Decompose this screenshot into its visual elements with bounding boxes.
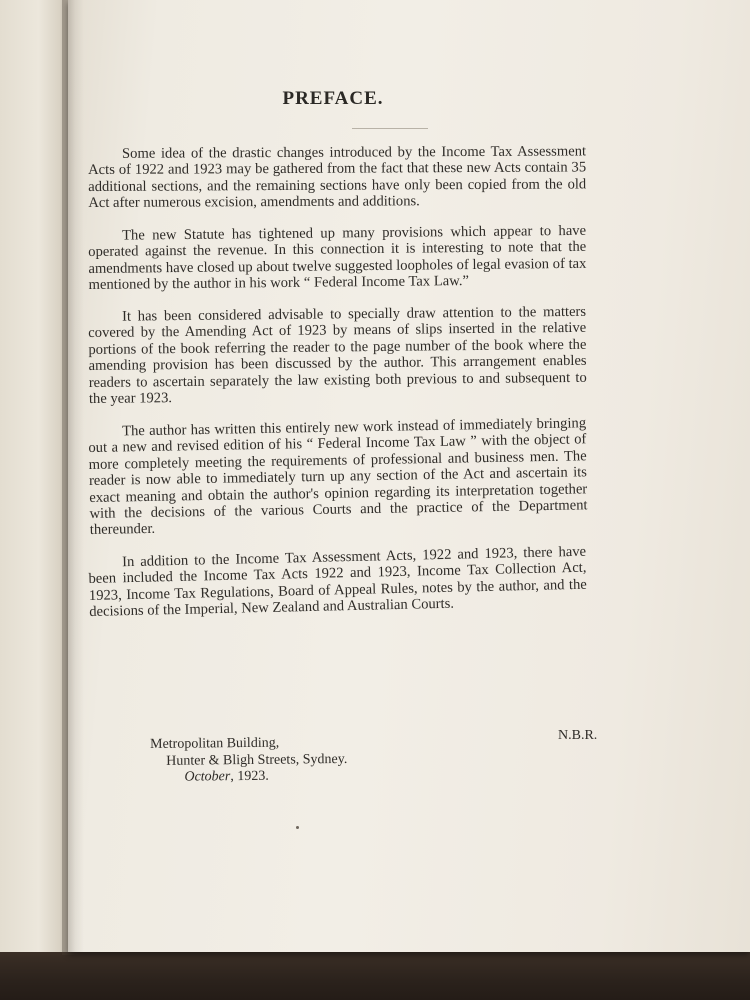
paragraph-1: Some idea of the drastic changes introduced by the Income Tax Assessment Acts of 1922 and 1923 may be gathered from the fact that these new Acts contain 35 additional sections, and the remaining sections have only been copied from the old Act after numerous excision, amendments and additions. <box>88 143 587 212</box>
paragraph-5: In addition to the Income Tax Assessment Acts, 1922 and 1923, there have been included the Income Tax Acts 1922 and 1923, Income Tax Collection Act, 1923, Income Tax Regulations, Board of Appeal Rules, notes by the author, and the decisions of the Imperial, New Zealand and Australian Courts. <box>88 543 587 620</box>
page-title: PREFACE. <box>282 88 384 109</box>
author-initials: N.B.R. <box>558 728 598 743</box>
paragraph-3: It has been considered advisable to specially draw attention to the matters covered by the Amending Act of 1923 by means of slips inserted in the relative portions of the book referring the reader to the page number of the book where the amending provision has been discussed by the author. This arrangement enables readers to ascertain separately the law existing both previous to and subsequent to the year 1923. <box>88 304 587 408</box>
date-year: , 1923. <box>230 768 269 785</box>
preface-body <box>88 143 588 636</box>
address-line-streets: Hunter & Bligh Streets, Sydney. <box>166 751 348 769</box>
author-address <box>150 735 348 787</box>
paragraph-2: The new Statute has tightened up many provisions which appear to have operated against the revenue. In this connection it is interesting to note that the amendments have closed up about twelve suggested loopholes of legal evasion of tax mentioned by the author in his work “ Federal Income Tax Law.” <box>88 222 587 293</box>
paragraph-4: The author has written this entirely new work instead of immediately bringing out a new and revised edition of his “ Federal Income Tax Law ” with the object of more completely meeting the requirements of professional and business men. The reader is now able to immediately turn up any section of the Act and ascertain its exact meaning and obtain the author's opinion regarding its interpretation together with the decisions of the various Courts and the practice of the Department thereunder. <box>88 414 588 539</box>
address-date <box>150 768 347 787</box>
address-line-building: Metropolitan Building, <box>150 735 280 752</box>
paper-speck <box>296 826 299 829</box>
title-divider <box>352 128 428 129</box>
date-month: October <box>184 769 231 785</box>
